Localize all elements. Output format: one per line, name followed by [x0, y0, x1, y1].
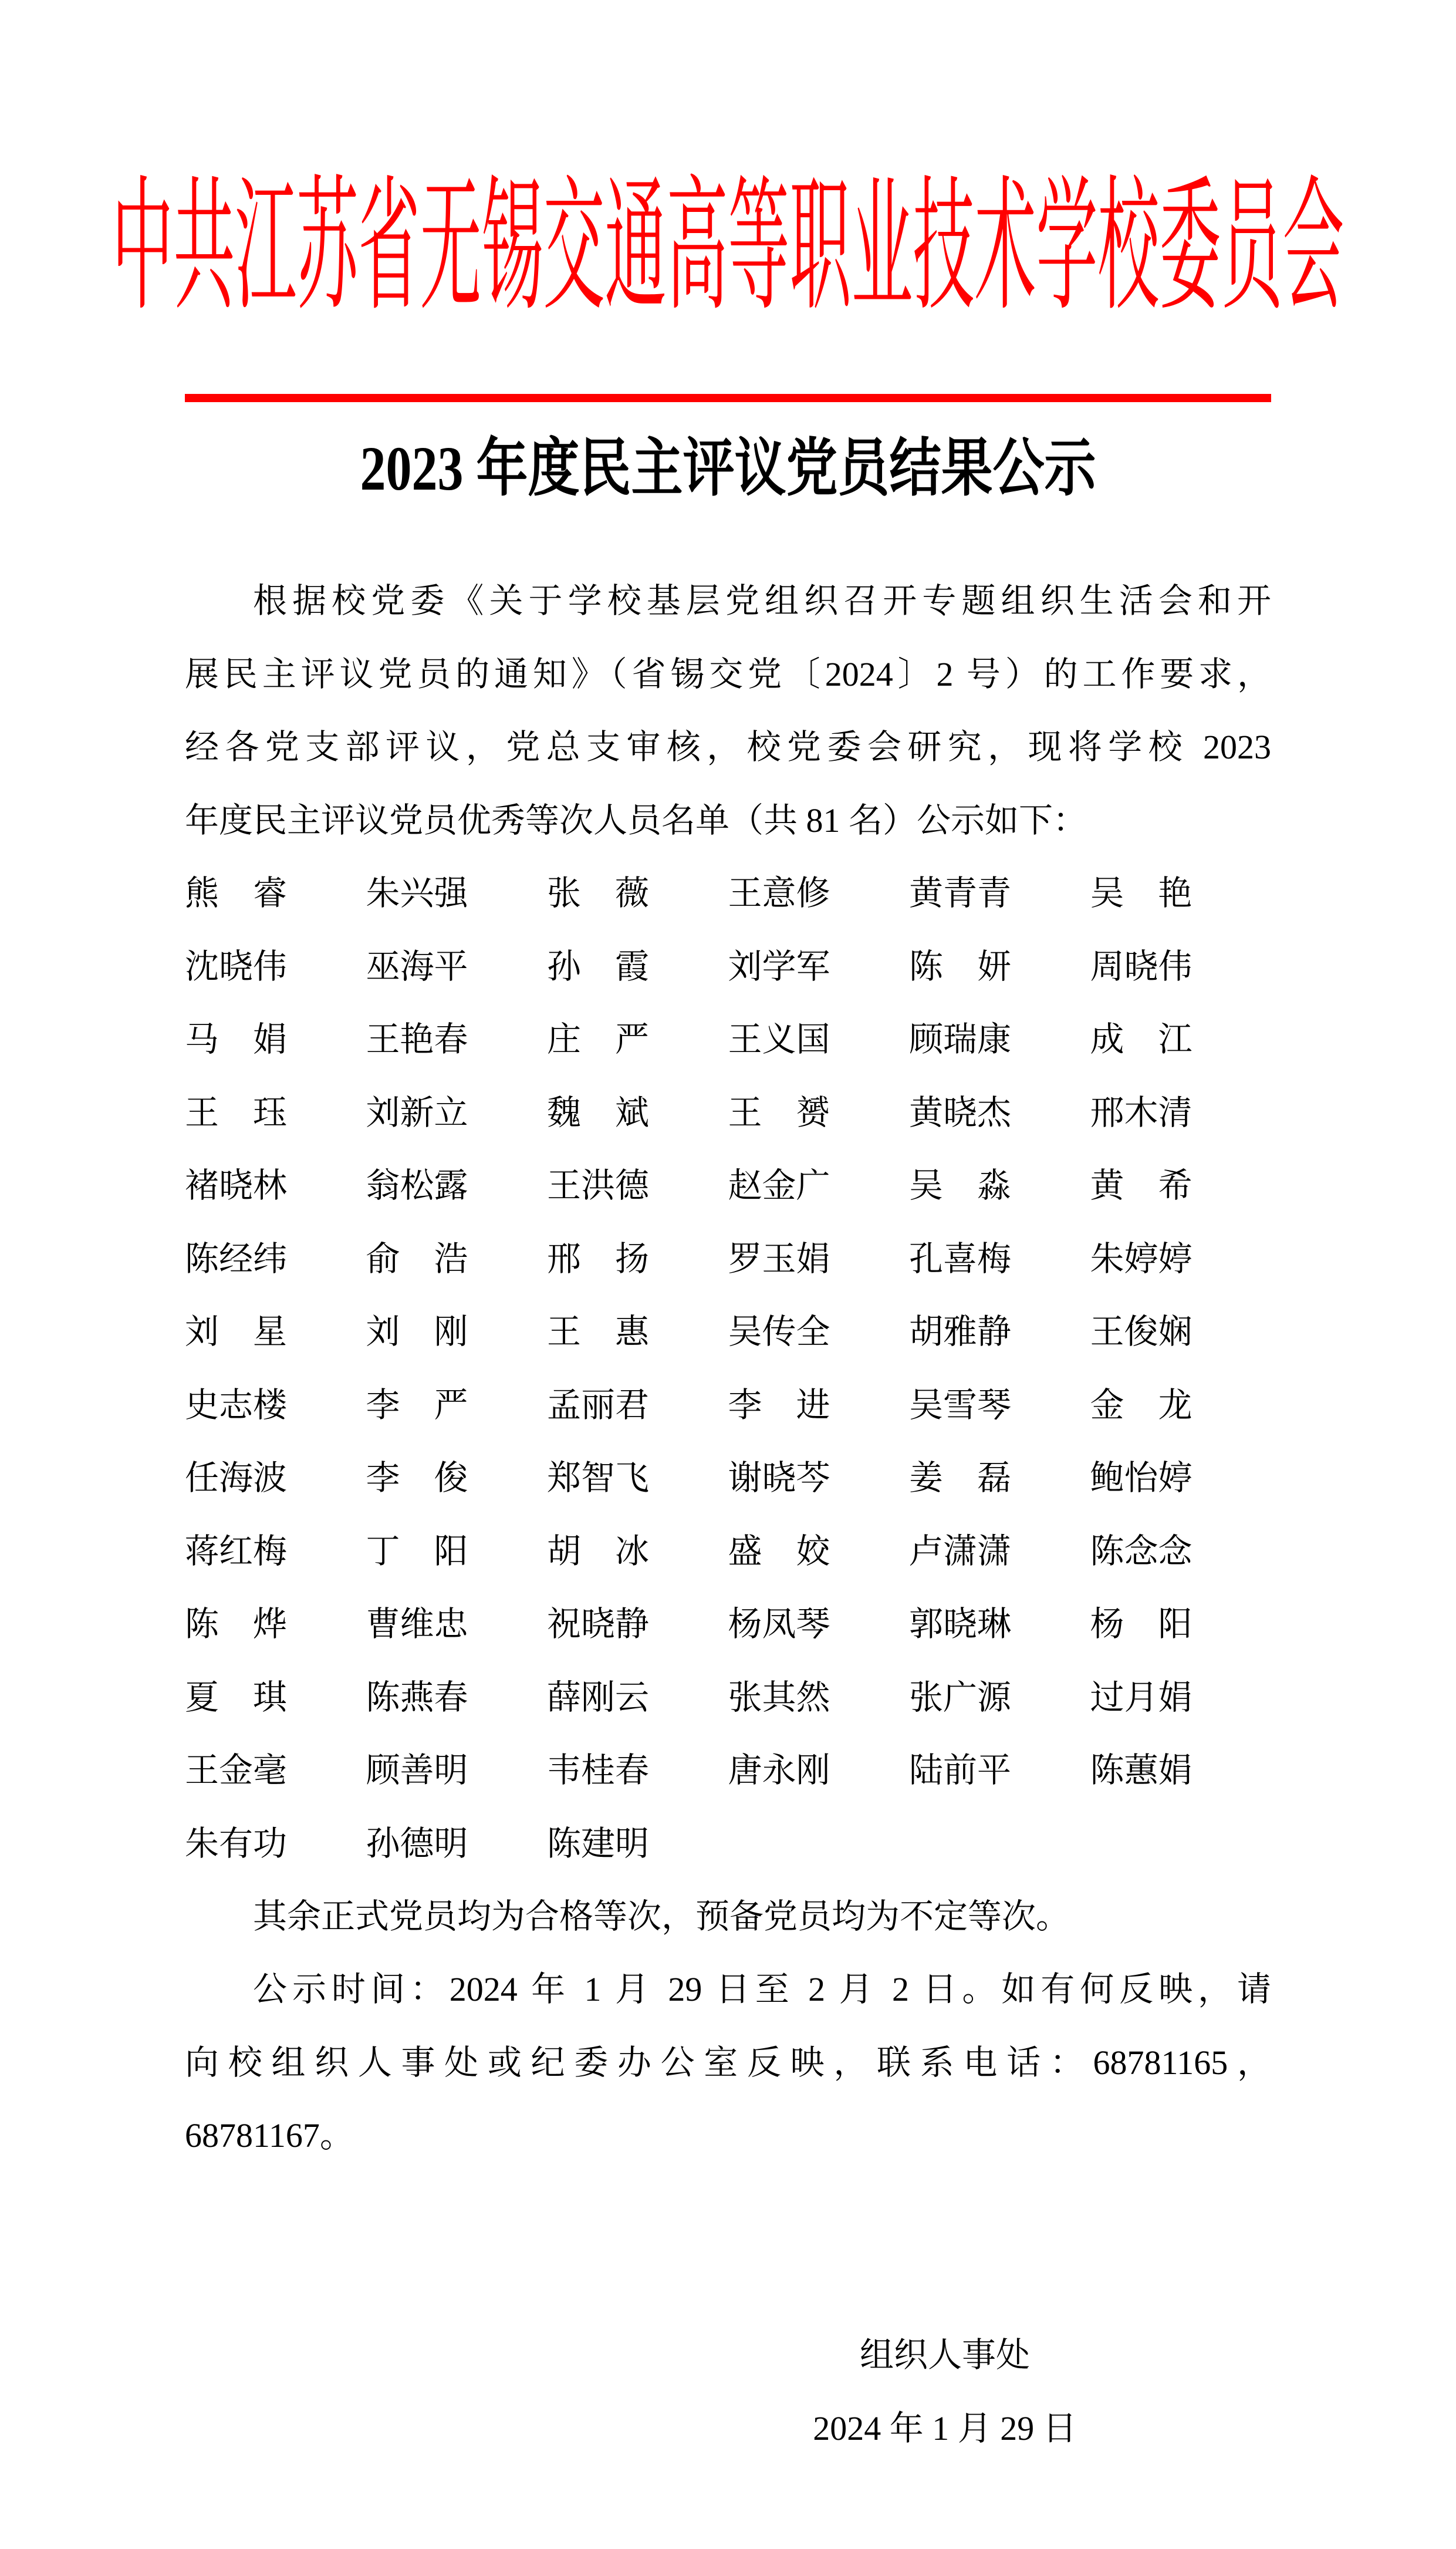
- honoree-name: 王 惠: [547, 1313, 650, 1351]
- honoree-name: 孙 霞: [547, 947, 650, 986]
- intro-paragraph-line: 根据校党委《关于学校基层党组织召开专题组织生活会和开: [253, 582, 1271, 620]
- honoree-name: 王 赟: [728, 1093, 830, 1132]
- honoree-name: 孔喜梅: [909, 1239, 1012, 1278]
- honoree-name: 丁 阳: [366, 1532, 468, 1570]
- honoree-name: 卢潇潇: [909, 1532, 1012, 1570]
- honoree-name: 张 薇: [547, 874, 650, 912]
- honoree-name: 黄 希: [1090, 1166, 1192, 1205]
- honoree-name: 吴传全: [728, 1313, 830, 1351]
- document-title: 2023 年度民主评议党员结果公示: [360, 434, 1096, 504]
- honoree-name: 王意修: [728, 874, 830, 912]
- honoree-name: 黄青青: [909, 874, 1012, 912]
- publicity-notice-line: 向校组织人事处或纪委办公室反映，联系电话：68781165，: [185, 2043, 1271, 2082]
- honoree-name: 吴 艳: [1090, 874, 1192, 912]
- honoree-name: 刘 星: [185, 1313, 288, 1351]
- honoree-name: 夏 琪: [185, 1678, 288, 1717]
- honoree-name: 成 江: [1090, 1020, 1192, 1058]
- honoree-name: 胡雅静: [909, 1313, 1012, 1351]
- honoree-name: 王义国: [728, 1020, 830, 1058]
- honoree-name: 吴 淼: [909, 1166, 1012, 1205]
- honoree-name: 张其然: [728, 1678, 830, 1717]
- honoree-name: 唐永刚: [728, 1751, 830, 1789]
- honoree-name: 顾瑞康: [909, 1020, 1012, 1058]
- honoree-name: 杨 阳: [1090, 1605, 1192, 1643]
- honoree-name: 孟丽君: [547, 1385, 650, 1424]
- honoree-name: 祝晓静: [547, 1605, 650, 1643]
- honoree-name: 王洪德: [547, 1166, 650, 1205]
- honoree-name: 沈晓伟: [185, 947, 288, 986]
- honoree-name: 李 严: [366, 1385, 468, 1424]
- honoree-name: 陆前平: [909, 1751, 1012, 1789]
- honoree-name: 罗玉娟: [728, 1239, 830, 1278]
- honoree-name: 陈建明: [547, 1824, 650, 1863]
- honoree-name: 姜 磊: [909, 1459, 1012, 1497]
- honoree-name: 吴雪琴: [909, 1385, 1012, 1424]
- honoree-name: 陈 妍: [909, 947, 1012, 986]
- honoree-name: 魏 斌: [547, 1093, 650, 1132]
- intro-paragraph-line: 年度民主评议党员优秀等次人员名单（共 81 名）公示如下：: [185, 801, 1087, 839]
- honoree-name: 谢晓芩: [728, 1459, 830, 1497]
- honoree-name: 翁松露: [366, 1166, 468, 1205]
- honoree-name: 杨凤琴: [728, 1605, 830, 1643]
- honoree-name: 史志楼: [185, 1385, 288, 1424]
- honoree-name: 朱婷婷: [1090, 1239, 1192, 1278]
- honoree-name: 巫海平: [366, 947, 468, 986]
- honoree-name: 王 珏: [185, 1093, 288, 1132]
- honoree-name: 张广源: [909, 1678, 1012, 1717]
- honoree-name: 金 龙: [1090, 1385, 1192, 1424]
- honoree-name: 庄 严: [547, 1020, 650, 1058]
- honoree-name: 邢 扬: [547, 1239, 650, 1278]
- intro-paragraph-line: 经各党支部评议，党总支审核，校党委会研究，现将学校 2023: [185, 728, 1271, 766]
- honoree-name: 郭晓琳: [909, 1605, 1012, 1643]
- honoree-name: 褚晓林: [185, 1166, 288, 1205]
- publicity-notice-line: 公示时间：2024 年 1 月 29 日至 2 月 2 日。如有何反映，请: [253, 1970, 1271, 2008]
- honoree-name: 任海波: [185, 1459, 288, 1497]
- honoree-name: 朱有功: [185, 1824, 288, 1863]
- honoree-name: 郑智飞: [547, 1459, 650, 1497]
- honoree-name: 顾善明: [366, 1751, 468, 1789]
- honoree-name: 过月娟: [1090, 1678, 1192, 1717]
- honoree-name: 胡 冰: [547, 1532, 650, 1570]
- honoree-name: 陈燕春: [366, 1678, 468, 1717]
- intro-paragraph-line: 展民主评议党员的通知》（省锡交党〔2024〕2 号）的工作要求，: [185, 655, 1271, 693]
- party-committee-letterhead: 中共江苏省无锡交通高等职业技术学校委员会: [112, 166, 1344, 328]
- remaining-members-paragraph: [185, 1880, 1271, 1954]
- honoree-name: 黄晓杰: [909, 1093, 1012, 1132]
- remaining-members-line: 其余正式党员均为合格等次，预备党员均为不定等次。: [253, 1897, 1070, 1936]
- red-divider-line: [185, 394, 1271, 402]
- honoree-name: 陈 烨: [185, 1605, 288, 1643]
- honoree-name: 蒋红梅: [185, 1532, 288, 1570]
- honoree-name: 薛刚云: [547, 1678, 650, 1717]
- honoree-name: 朱兴强: [366, 874, 468, 912]
- honoree-name: 李 进: [728, 1385, 830, 1424]
- honoree-name: 邢木清: [1090, 1093, 1192, 1132]
- intro-paragraph: [185, 565, 1271, 857]
- honoree-name: 曹维忠: [366, 1605, 468, 1643]
- publicity-notice-paragraph: [185, 1953, 1271, 2173]
- publicity-notice-line: 68781167。: [185, 2116, 354, 2154]
- honoree-name: 鲍怡婷: [1090, 1459, 1192, 1497]
- honoree-name: 王金毫: [185, 1751, 288, 1789]
- honoree-name: 赵金广: [728, 1166, 830, 1205]
- honoree-name: 李 俊: [366, 1459, 468, 1497]
- signature-block: [681, 2319, 1209, 2465]
- honoree-name: 孙德明: [366, 1824, 468, 1863]
- honoree-name: 熊 睿: [185, 874, 288, 912]
- signature-department: 组织人事处: [859, 2336, 1030, 2374]
- honoree-name: 王艳春: [366, 1020, 468, 1058]
- honoree-name: 周晓伟: [1090, 947, 1192, 986]
- honoree-name: 刘学军: [728, 947, 830, 986]
- honoree-name: 陈经纬: [185, 1239, 288, 1278]
- honoree-name: 刘新立: [366, 1093, 468, 1132]
- honoree-name: 陈蕙娟: [1090, 1751, 1192, 1789]
- honoree-name: 陈念念: [1090, 1532, 1192, 1570]
- honoree-name: 俞 浩: [366, 1239, 468, 1278]
- signature-date: 2024 年 1 月 29 日: [813, 2409, 1077, 2447]
- honoree-name: 刘 刚: [366, 1313, 468, 1351]
- honoree-name: 盛 姣: [728, 1532, 830, 1570]
- honorees-name-grid: [185, 857, 1271, 1880]
- honoree-name: 王俊娴: [1090, 1313, 1192, 1351]
- honoree-name: 马 娟: [185, 1020, 288, 1058]
- honoree-name: 韦桂春: [547, 1751, 650, 1789]
